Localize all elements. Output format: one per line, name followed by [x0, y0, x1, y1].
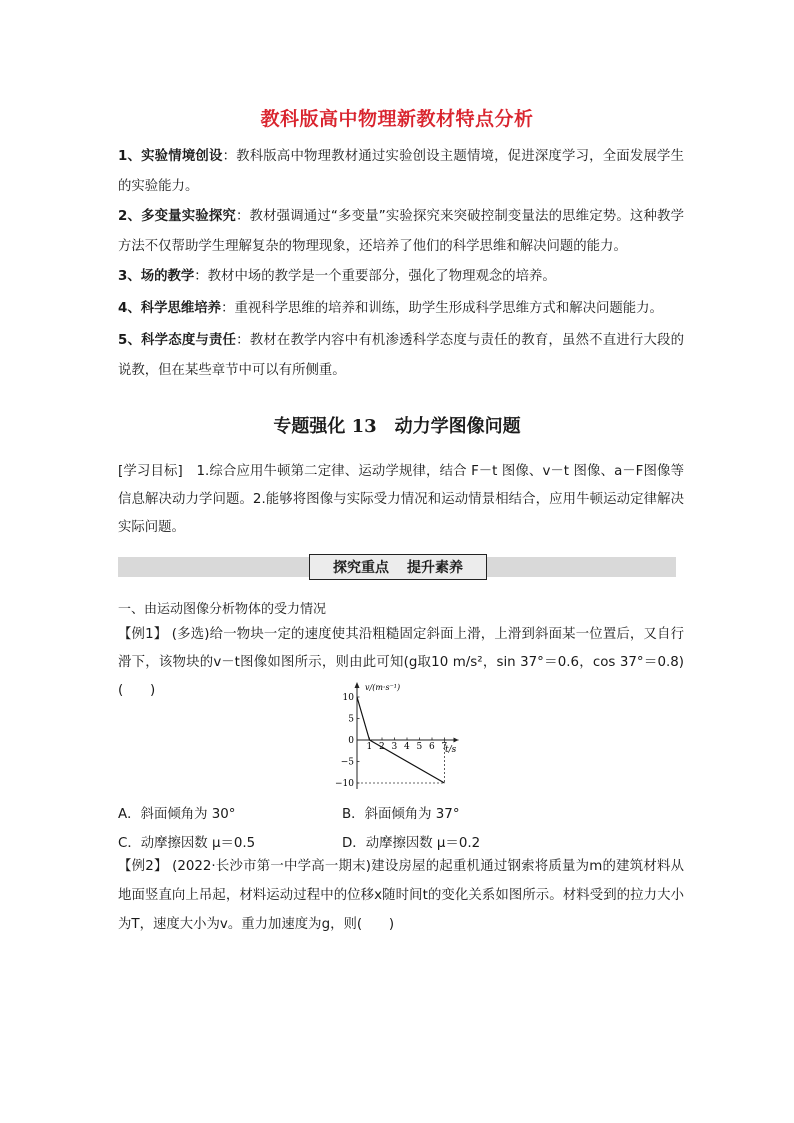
- graph-x-axis-label: t/s: [445, 745, 457, 755]
- graph-y-tick-label: −10: [335, 779, 354, 789]
- feature-1: 1、实验情境创设：教科版高中物理教材通过实验创设主题情境，促进深度学习，全面发展学生的实验能力。: [118, 149, 685, 194]
- graph-x-tick-label: 4: [404, 742, 410, 752]
- feature-2: 2、多变量实验探究：教材强调通过“多变量”实验探究来突破控制变量法的思维定势。这种教学方法不仅帮助学生理解复杂的物理现象，还培养了他们的科学思维和解决问题的能力。: [118, 209, 685, 254]
- topic-title: 专题强化 13 动力学图像问题: [273, 416, 521, 437]
- band-label-left: 探究重点: [333, 560, 389, 576]
- graph-x-tick-label: 6: [429, 742, 435, 752]
- graph-y-tick-label: 0: [348, 736, 354, 746]
- example-1-question: 【例1】 (多选)给一物块一定的速度使其沿粗糙固定斜面上滑，上滑到斜面某一位置后，又自行滑下，该物块的v－t图像如图所示，则由此可知(g取10 m/s²，sin 37°＝0.6，cos 37°＝0.8)( ): [118, 627, 684, 698]
- graph-x-tick-label: 3: [391, 742, 398, 752]
- graph-x-tick-label: 1: [366, 742, 373, 752]
- section-heading: 一、由运动图像分析物体的受力情况: [118, 602, 327, 617]
- band-label-right: 提升素养: [407, 560, 463, 576]
- option-b: B．斜面倾角为 37°: [342, 807, 460, 822]
- graph-y-tick-label: 5: [348, 714, 354, 725]
- graph-x-tick-label: 5: [416, 742, 423, 752]
- option-a: A．斜面倾角为 30°: [118, 807, 236, 822]
- section-band-label: [309, 554, 487, 580]
- main-title: 教科版高中物理新教材特点分析: [260, 108, 534, 130]
- vt-graph: [335, 680, 465, 792]
- feature-3: 3、场的教学：教材中场的教学是一个重要部分，强化了物理观念的培养。: [118, 269, 556, 284]
- graph-x-axis-arrow: [454, 738, 459, 743]
- learning-objectives: [学习目标] 1.综合应用牛顿第二定律、运动学规律，结合 F－t 图像、v－t 图像、a－F图像等信息解决动力学问题。2.能够将图像与实际受力情况和运动情景相结合，应用牛顿运动定律解决实际问题。: [118, 464, 684, 535]
- option-c: C．动摩擦因数 μ＝0.5: [118, 836, 256, 851]
- option-d: D．动摩擦因数 μ＝0.2: [342, 836, 481, 851]
- feature-4: 4、科学思维培养：重视科学思维的培养和训练，助学生形成科学思维方式和解决问题能力。: [118, 301, 663, 316]
- graph-x-tick-label: 2: [379, 742, 385, 752]
- graph-y-tick-label: 10: [342, 693, 354, 703]
- example-2-question: 【例2】 (2022·长沙市第一中学高一期末)建设房屋的起重机通过钢索将质量为m的建筑材料从地面竖直向上吊起，材料运动过程中的位移x随时间t的变化关系如图所示。材料受到的拉力大小为T，速度大小为v。重力加速度为g，则( ): [118, 859, 684, 932]
- graph-x-tick-label: 7: [441, 742, 448, 752]
- graph-y-axis-label: v/(m·s⁻¹): [365, 683, 401, 692]
- graph-y-tick-label: −5: [340, 757, 354, 768]
- feature-5: 5、科学态度与责任：教材在教学内容中有机渗透科学态度与责任的教育，虽然不直进行大段的说教，但在某些章节中可以有所侧重。: [118, 333, 685, 378]
- graph-y-axis-arrow: [355, 682, 360, 688]
